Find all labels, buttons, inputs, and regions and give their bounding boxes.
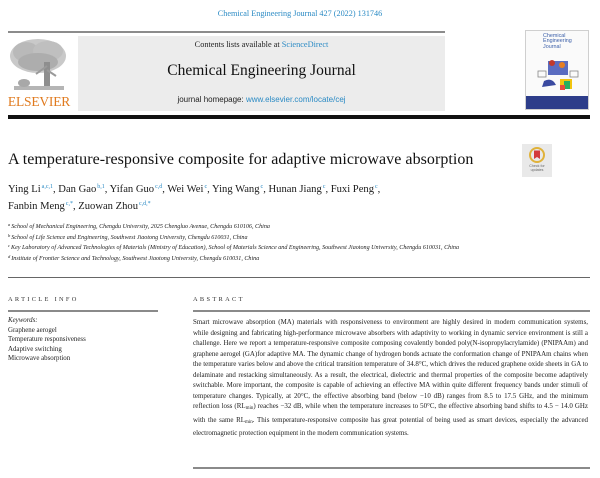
journal-title: Chemical Engineering Journal <box>167 62 356 79</box>
keywords <box>8 316 86 364</box>
abstract-bottom-rule <box>193 467 590 469</box>
cover-title-line: Chemical <box>543 33 566 39</box>
abstract-heading: ABSTRACT <box>193 296 245 303</box>
journal-banner <box>78 36 445 111</box>
keyword: Temperature responsiveness <box>8 336 86 344</box>
abstract-text: Smart microwave absorption (MA) materials with responsiveness to environment are highly desired in modern communication systems, while designing and fabricating high-performance microwave absorbers with adaptivity to working in dynamic service environment is still a challenge. Here we report a temperature-responsive composite composing covalently bonded poly(N-isopropylacrylamide) (PNIPAAm) and graphene aerogel (GA)for adaptive MA. The dynamic change of hydrogen bonds actuate the conformation change of PNIPAAm chains when the temperature varies below and above the critical transition temperature of 34.8°C, which drives the reduced graphene oxide sheets in GA to delaminate and restacking simultaneously. As a result, the electrical, dielectric and thermal properties of the composite become adaptively switchable. More important, the composite is capable of achieving an effective MA within quite different frequency bands under stimuli of temperature changes. Typically, at 20°C, the effective absorbing band (below −10 dB) ranges from 8.5 to 17.5 GHz, and the minimum reflection loss $(RL_{min})$ reaches −32 dB, while when the temperature increases to 50°C, the effective absorbing band shifts to 4.5 − 14.0 GHz with the same $RL_{min}$. This temperature-responsive composite has great potential of being used as smart devices, especially the advanced electromagnetic protection equipment in the modern communication systems. <box>193 318 588 438</box>
elsevier-wordmark: ELSEVIER <box>7 94 71 109</box>
author[interactable]: Dan Gao$^{b,1}$ <box>58 184 105 195</box>
affiliation: $^d$Institute of Frontier Science and Technology, Southwest Jiaotong University, Chengdu 610031, China <box>8 253 260 262</box>
author[interactable]: Wei Wei$^c$ <box>167 184 208 195</box>
keyword: Adaptive switching <box>8 345 62 353</box>
elsevier-tree-icon <box>8 36 68 94</box>
affiliation: $^c$Key Laboratory of Advanced Technologies of Materials (Ministry of Education), School of Materials Science and Engineering, Southwest Jiaotong University, Chengdu 610031, China <box>8 243 460 252</box>
author[interactable]: Zuowan Zhou$^{c,d,*}$ <box>78 201 151 212</box>
check-for-updates-line1: Check for <box>529 164 545 168</box>
affiliation: $^a$School of Mechanical Engineering, Chengdu University, 2025 Chengluo Avenue, Chengdu 610106, China <box>8 222 270 230</box>
author[interactable]: Fanbin Meng$^{c,*}$ <box>8 201 73 212</box>
author-list: Ying Li$^{a,c,1}$, Dan Gao$^{b,1}$, Yifan Guo$^{c,d}$, Wei Wei$^c$, Ying Wang$^c$, Hunan Jiang$^c$, Fuxi Peng$^c$, Fanbin Meng$^{c,*}$, Zuowan Zhou$^{c,d,*}$ <box>8 184 381 212</box>
author[interactable]: Ying Li$^{a,c,1}$ <box>8 184 53 195</box>
affiliation: $^b$School of Life Science and Engineering, Southwest Jiaotong University, Chengdu 610031, China <box>8 232 248 241</box>
author[interactable]: Fuxi Peng$^c$ <box>330 184 378 195</box>
article-info-rule <box>8 310 158 312</box>
keyword: Microwave absorption <box>8 355 71 363</box>
cover-title-line: Engineering <box>543 38 572 45</box>
top-rule <box>8 31 445 33</box>
check-for-updates-icon <box>529 147 545 163</box>
cover-graphic-icon <box>534 57 582 95</box>
cover-title-line: Journal <box>543 43 561 50</box>
check-for-updates-label <box>522 164 552 172</box>
section-rule <box>8 277 590 278</box>
author[interactable]: Hunan Jiang$^c$ <box>268 184 326 195</box>
check-for-updates-line2: updates <box>530 168 544 172</box>
article-info-heading: ARTICLE INFO <box>8 296 79 303</box>
running-header[interactable]: Chemical Engineering Journal 427 (2022) 131746 <box>217 9 383 18</box>
author[interactable]: Ying Wang$^c$ <box>212 184 264 195</box>
homepage-link[interactable]: www.elsevier.com/locate/cej <box>245 95 346 104</box>
cover-title <box>543 34 587 50</box>
masthead-rule <box>8 115 590 119</box>
contents-line <box>78 40 445 49</box>
homepage-prefix: journal homepage: <box>177 95 246 104</box>
abstract-rule <box>193 310 590 312</box>
cover-band <box>526 96 588 109</box>
article-title: A temperature-responsive composite for adaptive microwave absorption <box>8 151 474 168</box>
journal-cover-thumbnail[interactable] <box>525 30 589 110</box>
author[interactable]: Yifan Guo$^{c,d}$ <box>109 184 163 195</box>
keywords-label: Keywords: <box>8 317 38 324</box>
check-for-updates-button[interactable] <box>522 144 552 177</box>
keyword: Graphene aerogel <box>8 326 57 334</box>
contents-prefix: Contents lists available at <box>194 40 282 49</box>
homepage-line <box>78 95 445 104</box>
sciencedirect-link[interactable]: ScienceDirect <box>281 40 329 49</box>
affiliations <box>8 221 578 263</box>
elsevier-logo[interactable] <box>6 36 70 110</box>
